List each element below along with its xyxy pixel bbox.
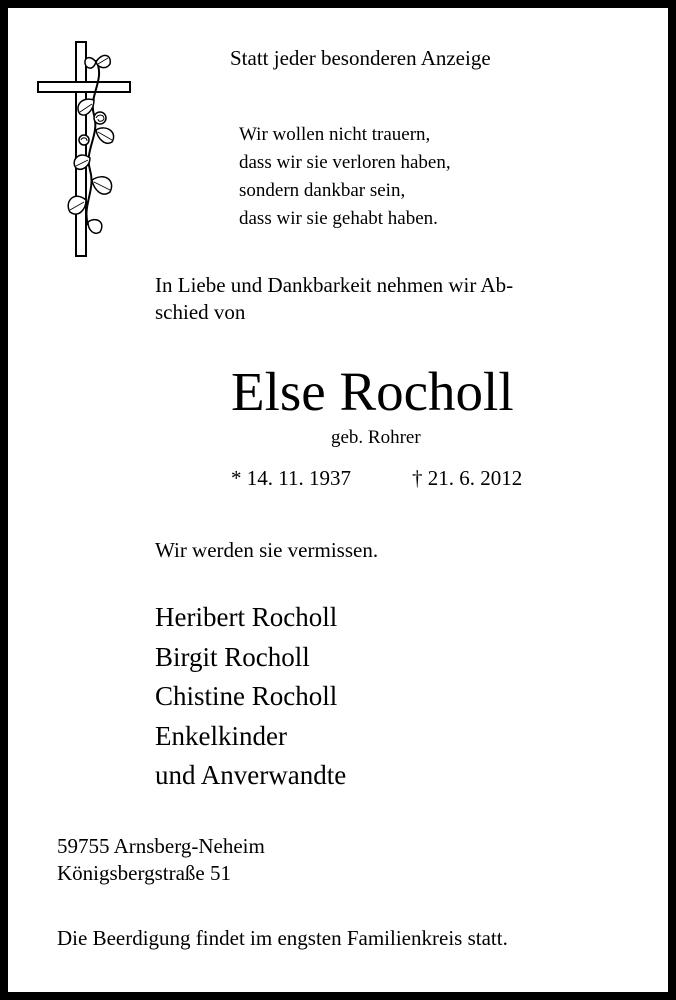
intro-line: schied von	[155, 300, 246, 324]
deceased-name: Else Rocholl	[231, 361, 514, 422]
maiden-name: geb. Rohrer	[331, 427, 421, 448]
address-line: 59755 Arnsberg-Neheim	[57, 834, 265, 858]
missing-line: Wir werden sie vermissen.	[155, 538, 379, 562]
intro-line: In Liebe und Dankbarkeit nehmen wir Ab-	[155, 273, 514, 297]
family-address	[57, 833, 265, 887]
cross-with-rose-vine-icon	[36, 40, 132, 258]
mourner-name: Birgit Rocholl	[155, 641, 310, 672]
death-date: † 21. 6. 2012	[412, 466, 523, 490]
address-line: Königsbergstraße 51	[57, 861, 231, 885]
mourners-list	[155, 598, 346, 796]
funeral-note: Die Beerdigung findet im engsten Familienkreis statt.	[57, 926, 508, 950]
mourner-name: und Anverwandte	[155, 760, 347, 790]
notice-header: Statt jeder besonderen Anzeige	[230, 46, 491, 70]
poem-line: sondern dankbar sein,	[239, 180, 406, 201]
mourner-name: Enkelkinder	[155, 720, 287, 751]
intro-text	[155, 272, 513, 326]
mourner-name: Heribert Rocholl	[155, 602, 338, 632]
poem-line: dass wir sie verloren haben,	[239, 152, 451, 173]
poem-line: Wir wollen nicht trauern,	[239, 124, 431, 145]
birth-date: * 14. 11. 1937	[231, 466, 351, 490]
poem-line: dass wir sie gehabt haben.	[239, 208, 438, 229]
memorial-poem	[239, 121, 451, 233]
mourner-name: Chistine Rocholl	[155, 681, 338, 711]
